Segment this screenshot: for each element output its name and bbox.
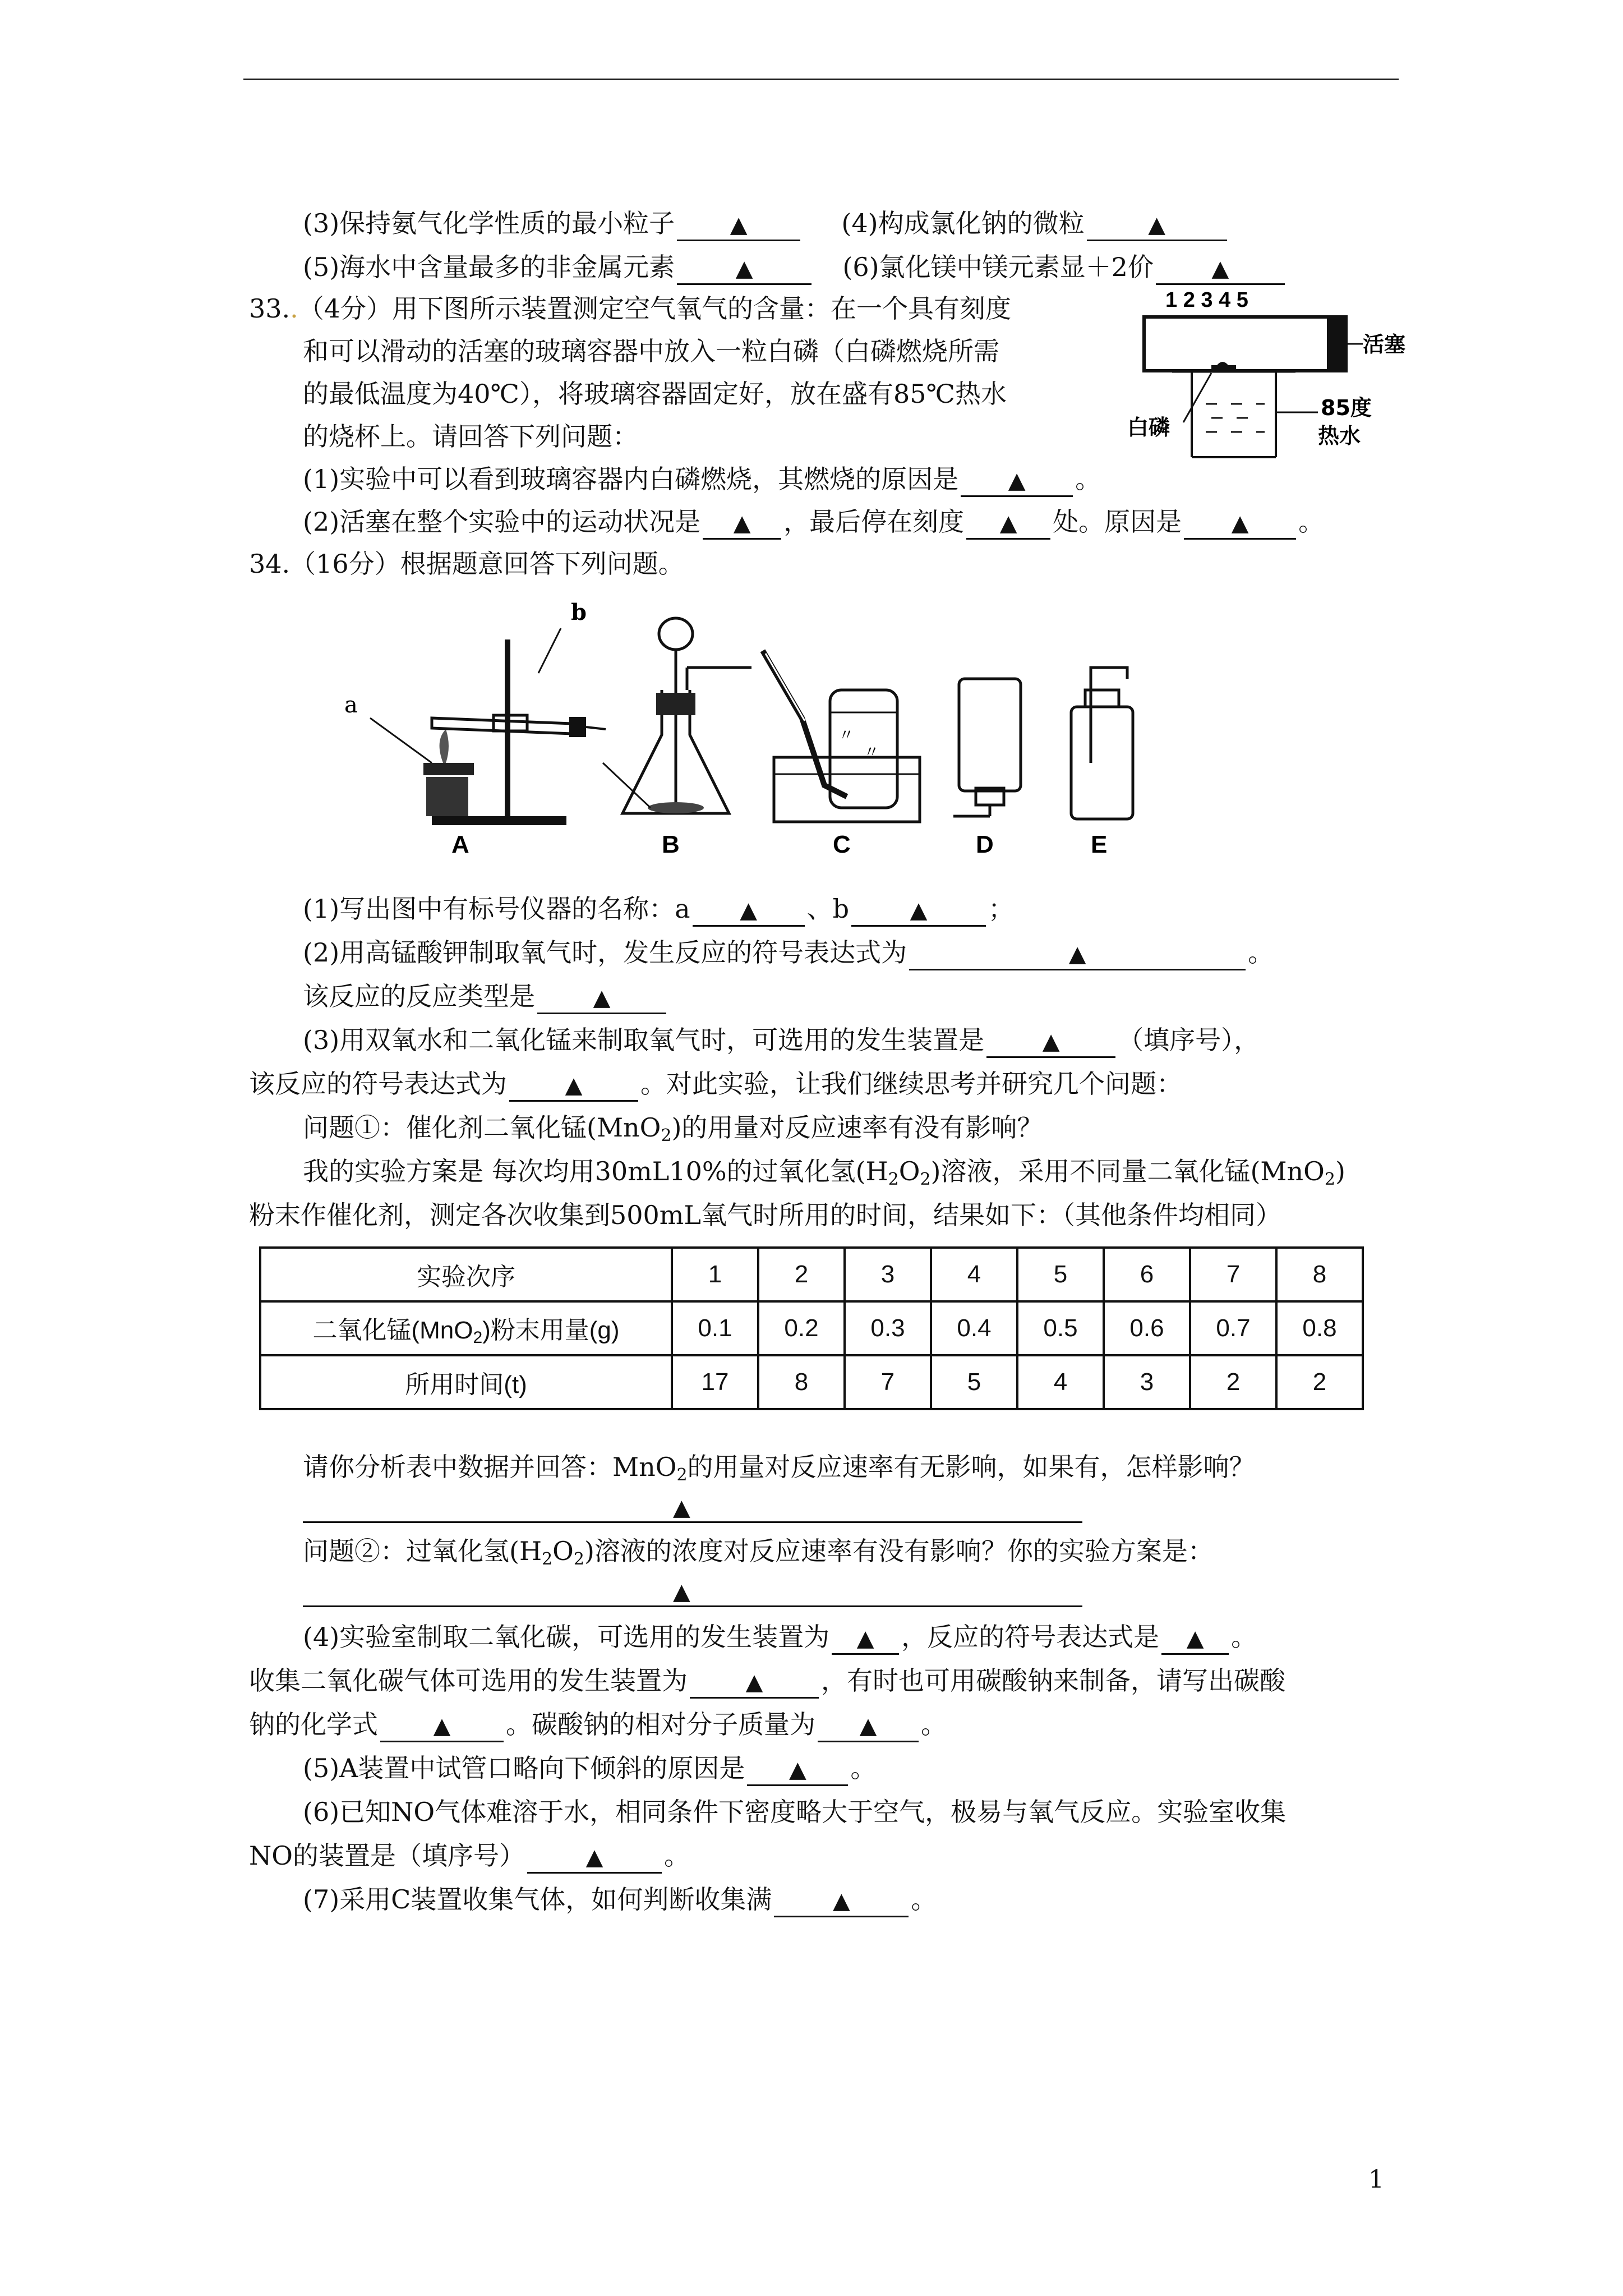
answer-blank[interactable]: ▲ — [966, 507, 1050, 540]
experiment-table — [259, 1246, 1364, 1410]
phosphorus-label: 白磷 — [1127, 415, 1170, 440]
answer-blank[interactable]: ▲ — [1087, 209, 1227, 241]
q34-s2b: 该反应的反应类型是 ▲ — [303, 979, 668, 1014]
answer-line[interactable] — [303, 1521, 1082, 1523]
line-q3-q4 — [303, 206, 1229, 241]
apparatus-d — [953, 679, 1021, 858]
table-cell: 0.6 — [1104, 1301, 1190, 1355]
piston — [1327, 316, 1346, 372]
glass-container — [1144, 317, 1346, 371]
q34-s4-line-2: 收集二氧化碳气体可选用的发生装置为 ▲ ，有时也可用碳酸钠来制备，请写出碳酸 — [249, 1664, 1285, 1699]
answer-blank[interactable]: ▲ — [1156, 252, 1285, 285]
q34-apparatus-figure — [336, 595, 1178, 864]
q34-plan-line-2: 粉末作催化剂，测定各次收集到500mL氧气时所用的时间，结果如下：（其他条件均相同） — [249, 1200, 1281, 1230]
table-cell: 4 — [931, 1248, 1017, 1301]
q34-s7: (7)采用C装置收集气体，如何判断收集满 ▲ 。 — [303, 1883, 937, 1917]
table-cell: 4 — [1017, 1355, 1104, 1409]
item-5-text: (5)海水中含量最多的非金属元素 — [303, 252, 675, 282]
apparatus-e — [1071, 668, 1133, 858]
q34-s3b: 该反应的符号表达式为 ▲ 。对此实验，让我们继续思考并研究几个问题： — [249, 1067, 1182, 1102]
q34-plan-line-1: 我的实验方案是 每次均用30mL10%的过氧化氢$(H_2O_2)$溶液，采用不同量二氧化锰(MnO$_2$) — [303, 1156, 1345, 1189]
table-cell: 2 — [1276, 1355, 1363, 1409]
hot-water — [1206, 404, 1265, 432]
q34-s4: (4)实验室制取二氧化碳，可选用的发生装置为 ▲ ，反应的符号表达式是 ▲ 。 — [303, 1620, 1257, 1655]
table-row — [260, 1248, 1363, 1301]
label-a: a — [344, 692, 358, 718]
answer-blank[interactable]: ▲ — [380, 1710, 504, 1742]
table-cell: 8 — [1276, 1248, 1363, 1301]
q34-s4-line-3: 钠的化学式 ▲ 。碳酸钠的相对分子质量为 ▲ 。 — [249, 1708, 947, 1742]
water-label-1: 85度 — [1321, 395, 1372, 420]
table-cell: 0.8 — [1276, 1301, 1363, 1355]
row-header: 二氧化锰(MnO$_2$)粉末用量(g) — [260, 1301, 672, 1355]
table-cell: 8 — [758, 1355, 845, 1409]
svg-text:〃: 〃 — [864, 743, 880, 761]
table-cell: 0.3 — [845, 1301, 931, 1355]
q34-stem: 34.（16分）根据题意回答下列问题。 — [249, 549, 684, 579]
table-cell: 3 — [1104, 1355, 1190, 1409]
label-C: C — [833, 831, 851, 858]
answer-mark: ▲ — [673, 1579, 690, 1605]
q34-s1: (1)写出图中有标号仪器的名称：a ▲ 、b ▲ ； — [303, 892, 1014, 927]
answer-blank[interactable]: ▲ — [677, 209, 800, 241]
table-cell: 0.7 — [1190, 1301, 1276, 1355]
q34-problem-1: 问题①：催化剂二氧化锰(MnO$_2$)的用量对反应速率有没有影响？ — [303, 1112, 1043, 1145]
piston-label: 活塞 — [1363, 332, 1406, 357]
answer-mark: ▲ — [673, 1495, 690, 1521]
line-q5-q6 — [303, 250, 1287, 285]
answer-line[interactable] — [303, 1605, 1082, 1607]
table-cell: 2 — [758, 1248, 845, 1301]
row-header: 所用时间(t) — [260, 1355, 672, 1409]
q34-s2: (2)用高锰酸钾制取氧气时，发生反应的符号表达式为 ▲ 。 — [303, 936, 1274, 970]
answer-blank[interactable]: ▲ — [747, 1754, 848, 1786]
answer-blank[interactable]: ▲ — [1161, 1622, 1229, 1655]
answer-blank[interactable]: ▲ — [832, 1622, 899, 1655]
q34-problem-2: 问题②：过氧化氢$(H_2O_2)$溶液的浓度对反应速率有没有影响？你的实验方案是： — [303, 1536, 1214, 1569]
q33-sub-2: (2)活塞在整个实验中的运动状况是 ▲ ，最后停在刻度 ▲ 处。原因是 ▲ 。 — [303, 505, 1324, 540]
q34-s5: (5)A装置中试管口略向下倾斜的原因是 ▲ 。 — [303, 1751, 876, 1786]
q33-stem-line-2: 和可以滑动的活塞的玻璃容器中放入一粒白磷（白磷燃烧所需 — [303, 336, 999, 366]
q34-s6-line-2: NO的装置是（填序号） ▲ 。 — [249, 1839, 690, 1874]
table-cell: 17 — [672, 1355, 758, 1409]
answer-blank[interactable]: ▲ — [677, 252, 811, 285]
water-label-2: 热水 — [1318, 424, 1361, 448]
table-cell: 7 — [1190, 1248, 1276, 1301]
q34-s3: (3)用双氧水和二氧化锰来制取氧气时，可选用的发生装置是 ▲ （填序号）， — [303, 1023, 1260, 1058]
label-E: E — [1091, 831, 1108, 858]
label-A: A — [451, 831, 469, 858]
item-3-text: (3)保持氨气化学性质的最小粒子 — [303, 208, 675, 238]
table-row — [260, 1301, 1363, 1355]
answer-blank[interactable]: ▲ — [537, 982, 666, 1014]
label-B: B — [662, 831, 680, 858]
item-4-text: (4)构成氯化钠的微粒 — [841, 208, 1085, 238]
apparatus-b — [603, 618, 751, 858]
table-cell: 3 — [845, 1248, 931, 1301]
answer-blank[interactable]: ▲ — [986, 1025, 1115, 1058]
page-number: 1 — [1368, 2165, 1384, 2194]
table-row — [260, 1355, 1363, 1409]
q34-ask-1: 请你分析表中数据并回答：MnO$_2$的用量对反应速率有无影响，如果有，怎样影响？ — [303, 1452, 1255, 1485]
table-cell: 6 — [1104, 1248, 1190, 1301]
q33-stem-line-1: 33..（4分）用下图所示装置测定空气氧气的含量：在一个具有刻度 — [249, 293, 1012, 324]
answer-blank[interactable]: ▲ — [693, 894, 805, 927]
table-cell: 2 — [1190, 1355, 1276, 1409]
table-cell: 1 — [672, 1248, 758, 1301]
table-cell: 0.5 — [1017, 1301, 1104, 1355]
q33-figure — [1127, 283, 1441, 468]
table-cell: 0.4 — [931, 1301, 1017, 1355]
q33-sub-1: (1)实验中可以看到玻璃容器内白磷燃烧，其燃烧的原因是 ▲ 。 — [303, 462, 1101, 497]
phosphorus-piece — [1211, 365, 1236, 372]
q33-stem-line-3: 的最低温度为40℃），将玻璃容器固定好，放在盛有85℃热水 — [303, 379, 1007, 409]
answer-blank[interactable]: ▲ — [1184, 507, 1296, 540]
answer-blank[interactable]: ▲ — [527, 1841, 662, 1874]
answer-blank[interactable]: ▲ — [509, 1069, 638, 1102]
label-b: b — [571, 599, 587, 625]
table-cell: 5 — [931, 1355, 1017, 1409]
svg-text:〃: 〃 — [838, 726, 855, 744]
apparatus-c — [763, 651, 920, 858]
question-number: 33. — [249, 293, 291, 324]
label-D: D — [976, 831, 994, 858]
answer-blank[interactable]: ▲ — [690, 1666, 819, 1699]
answer-blank[interactable]: ▲ — [818, 1710, 919, 1742]
scale-numbers: 1 2 3 4 5 — [1165, 288, 1248, 312]
table-cell: 0.2 — [758, 1301, 845, 1355]
q34-s6: (6)已知NO气体难溶于水，相同条件下密度略大于空气，极易与氧气反应。实验室收集 — [303, 1797, 1287, 1827]
header-rule — [243, 79, 1399, 80]
answer-blank[interactable]: ▲ — [851, 894, 986, 927]
table-cell: 0.1 — [672, 1301, 758, 1355]
answer-blank[interactable]: ▲ — [909, 938, 1246, 970]
answer-blank[interactable]: ▲ — [774, 1885, 909, 1917]
answer-blank[interactable]: ▲ — [961, 464, 1073, 497]
question-number: 34. — [249, 549, 291, 579]
item-6-text: (6)氯化镁中镁元素显＋2价 — [842, 252, 1154, 282]
table-cell: 7 — [845, 1355, 931, 1409]
answer-blank[interactable]: ▲ — [703, 507, 781, 540]
row-header: 实验次序 — [260, 1248, 672, 1301]
q33-stem-line-4: 的烧杯上。请回答下列问题： — [303, 421, 638, 452]
apparatus-a — [344, 599, 606, 858]
table-cell: 5 — [1017, 1248, 1104, 1301]
